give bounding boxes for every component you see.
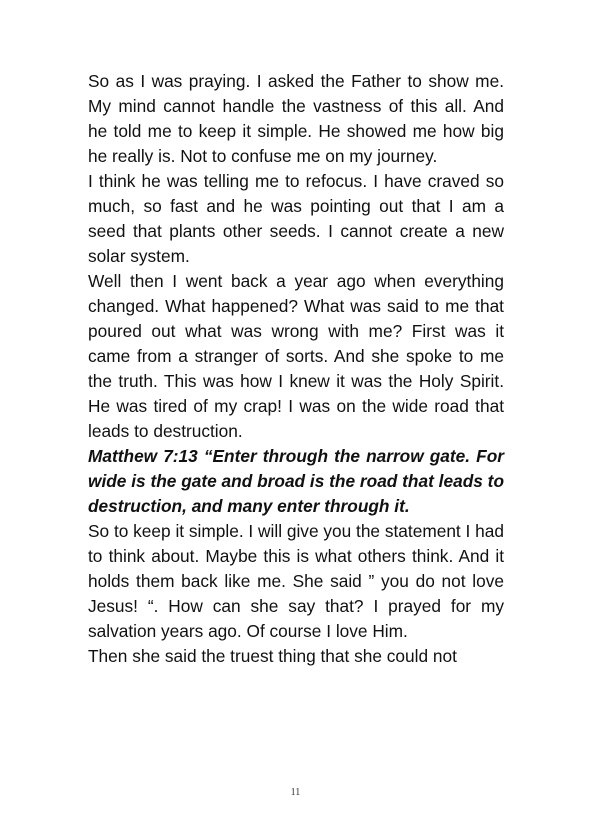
paragraph-year-ago: Well then I went back a year ago when everything changed. What happened? What was said to me that poured out what was wrong with me? First was it came from a stranger of sorts. And she spoke to me the truth. This was how I knew it was the Holy Spirit. He was tired of my crap! I was on the wide road that leads to destruction. bbox=[88, 271, 504, 441]
paragraph-refocus: I think he was telling me to refocus. I have craved so much, so fast and he was pointing out that I am a seed that plants other seeds. I cannot create a new solar system. bbox=[88, 171, 504, 266]
page-number: 11 bbox=[290, 787, 301, 798]
paragraph-truest-thing: Then she said the truest thing that she could not bbox=[88, 646, 457, 666]
scripture-quote: Matthew 7:13 “Enter through the narrow gate. For wide is the gate and broad is the road that leads to destruction, and many enter through it. bbox=[88, 446, 504, 516]
paragraph-keep-simple: So to keep it simple. I will give you the statement I had to think about. Maybe this is what others think. And it holds them back like me. She said ” you do not love Jesus! “. How can she say that? I prayed for my salvation years ago. Of course I love Him. bbox=[88, 521, 504, 641]
paragraph-praying: So as I was praying. I asked the Father to show me. My mind cannot handle the vastness of this all. And he told me to keep it simple. He showed me how big he really is. Not to confuse me on my journey. bbox=[88, 71, 504, 166]
body-text bbox=[88, 69, 504, 669]
